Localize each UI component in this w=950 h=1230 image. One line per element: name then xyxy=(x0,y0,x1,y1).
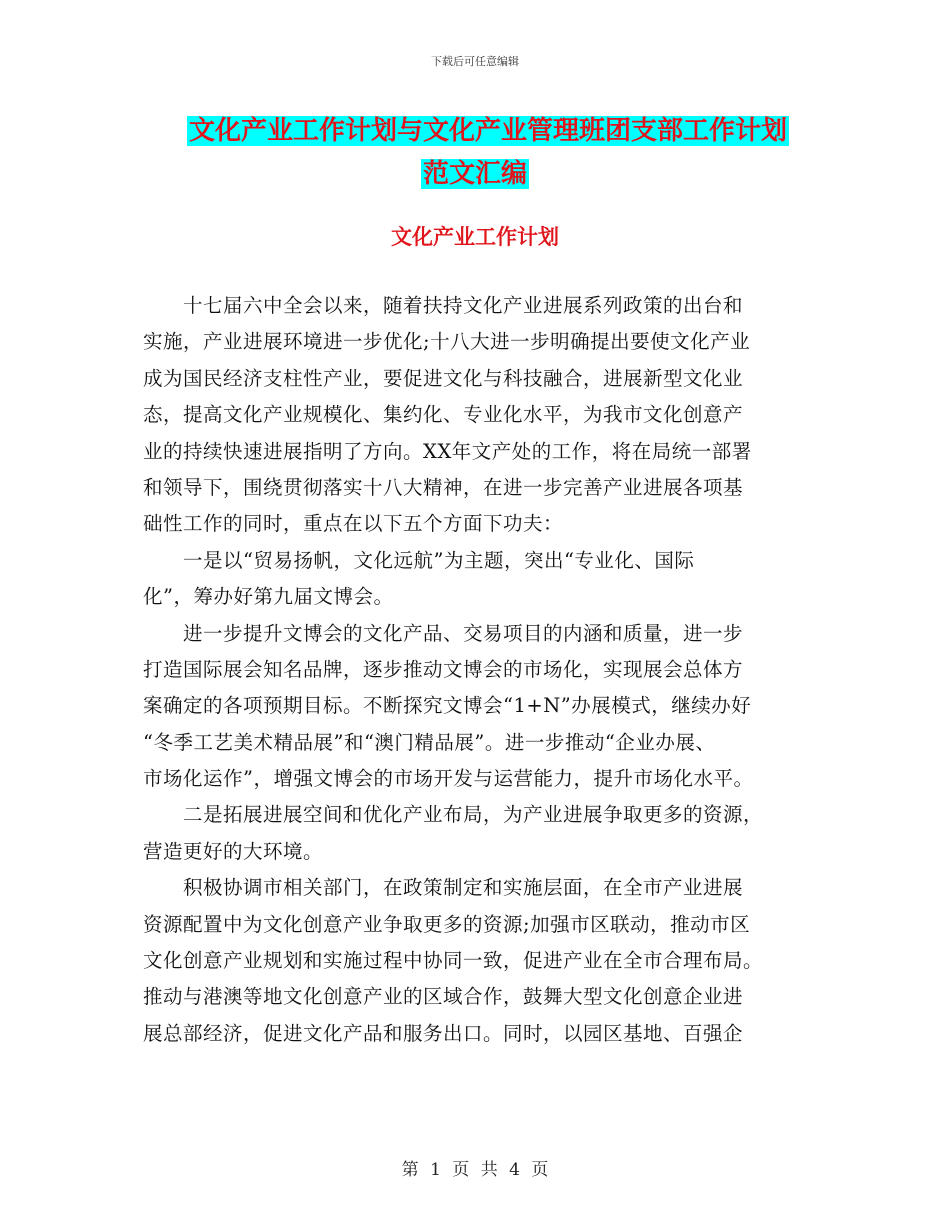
body-line: 打造国际展会知名品牌，逐步推动文博会的市场化，实现展会总体方 xyxy=(143,657,744,681)
document-title-line-2 xyxy=(0,154,950,194)
document-title-line-1 xyxy=(0,111,950,151)
body-line: 十七届六中全会以来，随着扶持文化产业进展系列政策的出台和 xyxy=(143,294,744,317)
document-title-text-2: 范文汇编 xyxy=(422,159,527,189)
section-heading: 文化产业工作计划 xyxy=(391,225,559,249)
body-line: 础性工作的同时，重点在以下五个方面下功夫： xyxy=(143,512,564,536)
body-line: 一是以“贸易扬帆，文化远航”为主题，突出“专业化、国际 xyxy=(143,548,695,572)
body-line: 文化创意产业规划和实施过程中协同一致，促进产业在全市合理布局。 xyxy=(143,949,764,973)
body-line: 案确定的各项预期目标。不断探究文博会“1+N”办展模式，继续办好 xyxy=(143,694,752,718)
body-line: 成为国民经济支柱性产业，要促进文化与科技融合，进展新型文化业 xyxy=(143,366,744,390)
body-line: 营造更好的大环境。 xyxy=(143,839,324,863)
body-line: 推动与港澳等地文化创意产业的区域合作，鼓舞大型文化创意企业进 xyxy=(143,985,744,1009)
body-line: 实施，产业进展环境进一步优化;十八大进一步明确提出要使文化产业 xyxy=(143,330,751,354)
body-line: 化”，筹办好第九届文博会。 xyxy=(143,585,394,609)
body-line: 进一步提升文博会的文化产品、交易项目的内涵和质量，进一步 xyxy=(143,621,744,645)
body-line: 业的持续快速进展指明了方向。XX年文产处的工作，将在局统一部署 xyxy=(143,439,752,463)
body-line: 展总部经济，促进文化产品和服务出口。同时，以园区基地、百强企 xyxy=(143,1021,744,1045)
page-number-footer: 第 1 页 共 4 页 xyxy=(401,1160,549,1180)
page-header-note: 下载后可任意编辑 xyxy=(431,55,519,68)
document-title-text-1: 文化产业工作计划与文化产业管理班团支部工作计划 xyxy=(188,116,787,146)
body-line: 资源配置中为文化创意产业争取更多的资源;加强市区联动，推动市区 xyxy=(143,912,751,936)
body-line: “冬季工艺美术精品展”和“澳门精品展”。进一步推动“企业办展、 xyxy=(143,730,716,754)
body-text xyxy=(143,288,807,1052)
body-line: 态，提高文化产业规模化、集约化、专业化水平，为我市文化创意产 xyxy=(143,403,744,427)
body-line: 市场化运作”，增强文博会的市场开发与运营能力，提升市场化水平。 xyxy=(143,767,754,791)
body-line: 积极协调市相关部门，在政策制定和实施层面，在全市产业进展 xyxy=(143,876,744,900)
body-line: 和领导下，围绕贯彻落实十八大精神，在进一步完善产业进展各项基 xyxy=(143,475,744,499)
body-line: 二是拓展进展空间和优化产业布局，为产业进展争取更多的资源， xyxy=(143,803,764,827)
